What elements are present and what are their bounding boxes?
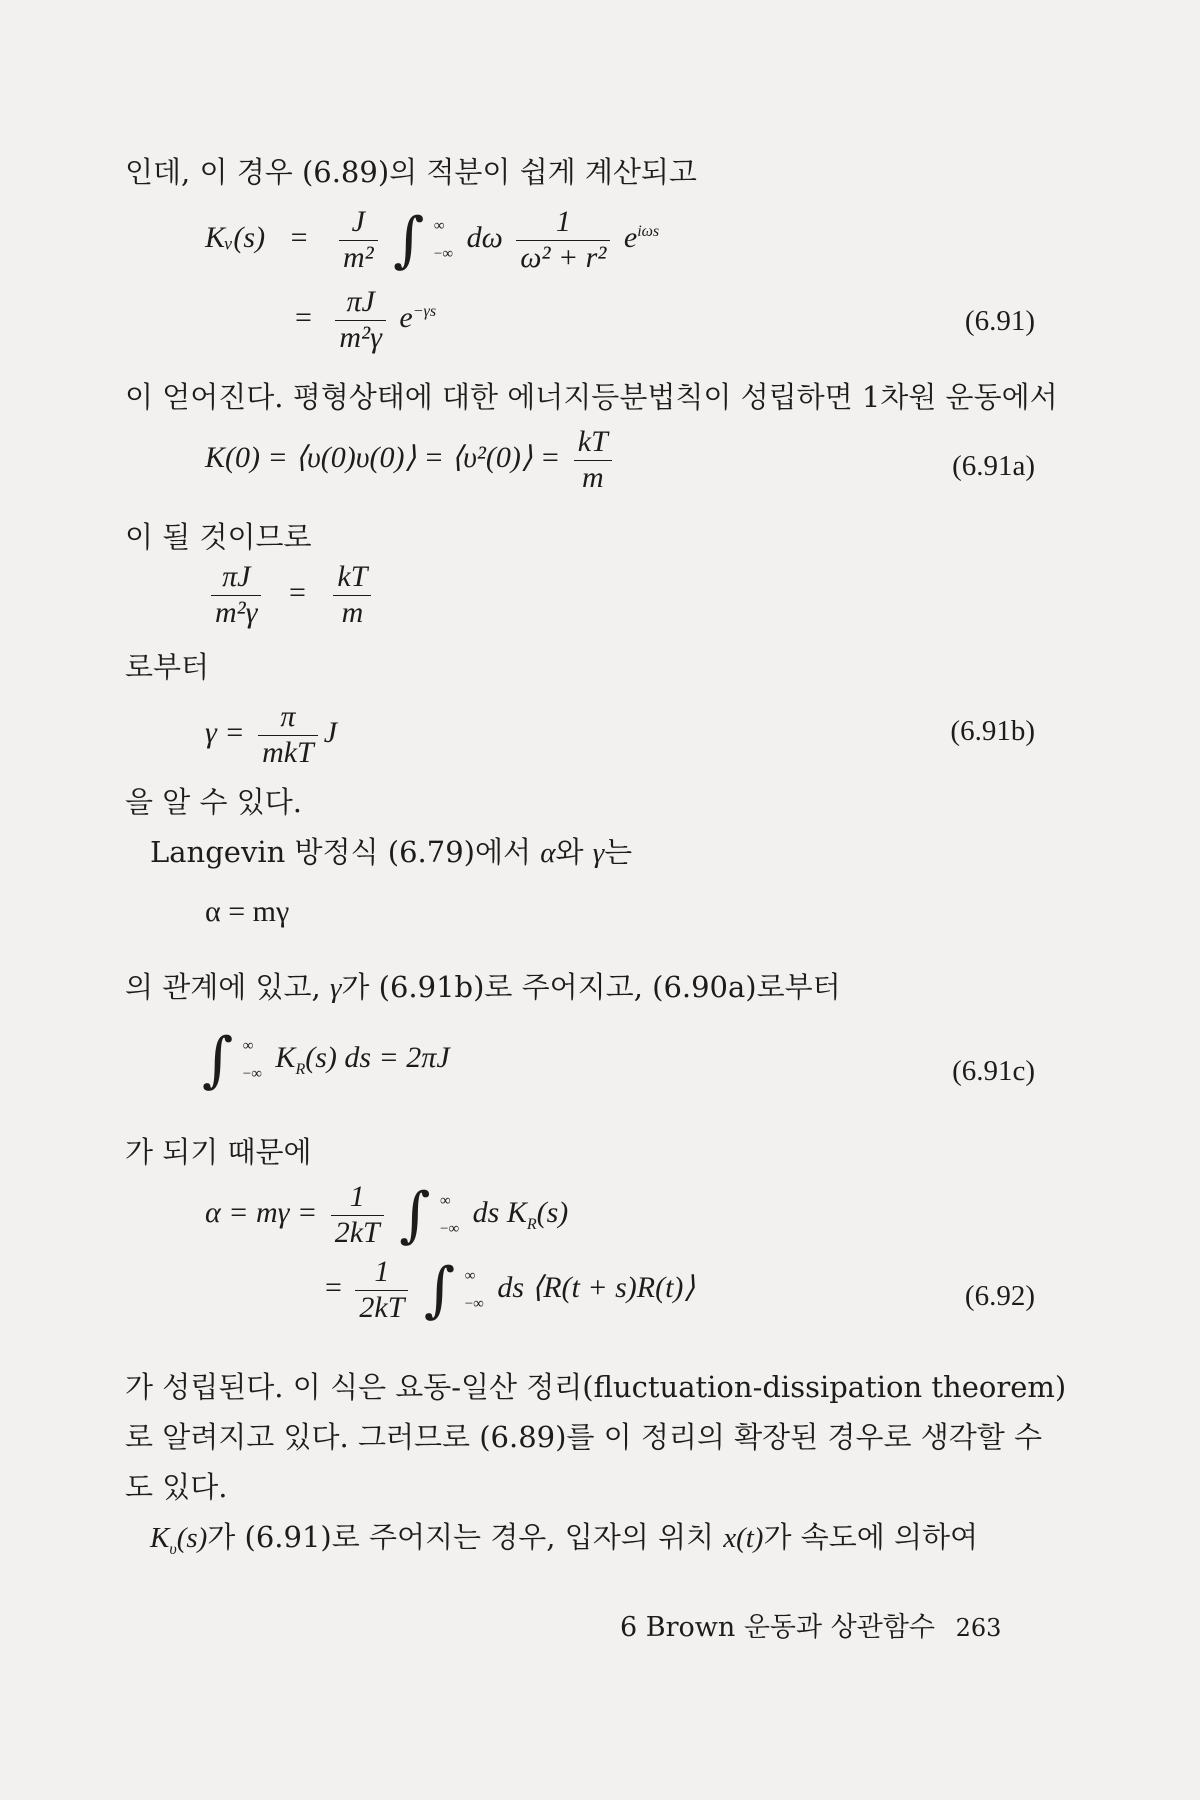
paragraph-line: 도 있다. [125,1470,228,1504]
paragraph-line: 인데, 이 경우 (6.89)의 적분이 쉽게 계산되고 [125,155,697,189]
equation-number-6-91a: (6.91a) [952,450,1035,482]
paragraph-line: Langevin 방정식 (6.79)에서 α와 γ는 [150,835,633,869]
equation-number-6-91: (6.91) [964,305,1035,337]
equation-6-91-line1: Kᵥ(s) = $\frac{J}{\text{m²}}$ ∫ ∞ −∞ dω $\frac{1}{\text{ω² + r²}}$ $e^{i\omega s}$ [205,205,660,275]
paragraph-line: 이 얻어진다. 평형상태에 대한 에너지등분법칙이 성립하면 1차원 운동에서 [125,380,1058,414]
equation-number-6-91c: (6.91c) [952,1055,1035,1087]
paragraph-line: 의 관계에 있고, γ가 (6.91b)로 주어지고, (6.90a)로부터 [125,970,841,1004]
equation-number-6-92: (6.92) [964,1280,1035,1312]
equation-6-91-line2: = $\frac{\pi J}{\text{m²γ}}$ $e^{-\gamma s}$ [295,285,437,354]
integral-sign: ∫ [393,205,425,275]
paragraph-line: $K_\upsilon(s)$가 (6.91)로 주어지는 경우, 입자의 위치 x(t)가 속도에 의하여 [150,1520,979,1558]
equation-alpha-m-gamma: α = mγ [205,895,290,928]
fraction-J-over-m2: $\frac{J}{\text{m²}}$ [339,205,378,275]
paragraph-line: 가 되기 때문에 [125,1135,312,1169]
paragraph-line: 가 성립된다. 이 식은 요동-일산 정리(fluctuation-dissipation theorem) [125,1370,1067,1404]
page-footer [620,1605,1001,1644]
equation-number-6-91b: (6.91b) [950,715,1035,747]
paragraph-line: 로 알려지고 있다. 그러므로 (6.89)를 이 정리의 확장된 경우로 생각할 수 [125,1420,1042,1454]
paragraph-line: 이 될 것이므로 [125,520,312,554]
equation-6-91b: γ = $\frac{\pi}{\text{mkT}}$ J [205,700,338,769]
equation-6-91c: ∫ ∞ −∞ $K_R(s)$ ds = 2πJ [202,1025,450,1095]
equation-intermediate: $\frac{\pi J}{\text{m²γ}}$ = $\frac{kT}{m}$ [205,560,377,630]
paragraph-line: 로부터 [125,650,210,684]
equation-6-91a: K(0) = ⟨υ(0)υ(0)⟩ = ⟨υ²(0)⟩ = $\frac{kT}{m}$ [205,425,618,495]
page-number: 263 [955,1614,1002,1642]
equation-6-92-line2: = $\frac{1}{2kT}$ ∫ ∞ −∞ ds ⟨R(t + s)R(t)⟩ [325,1255,696,1325]
fraction-one-over-omega: $\frac{1}{\text{ω² + r²}}$ [516,205,610,275]
paragraph-line: 을 알 수 있다. [125,785,302,819]
equation-6-92-line1: α = mγ = $\frac{1}{2kT}$ ∫ ∞ −∞ ds $K_R(s)$ [205,1180,569,1250]
chapter-title: 6 Brown 운동과 상관함수 [620,1612,936,1643]
